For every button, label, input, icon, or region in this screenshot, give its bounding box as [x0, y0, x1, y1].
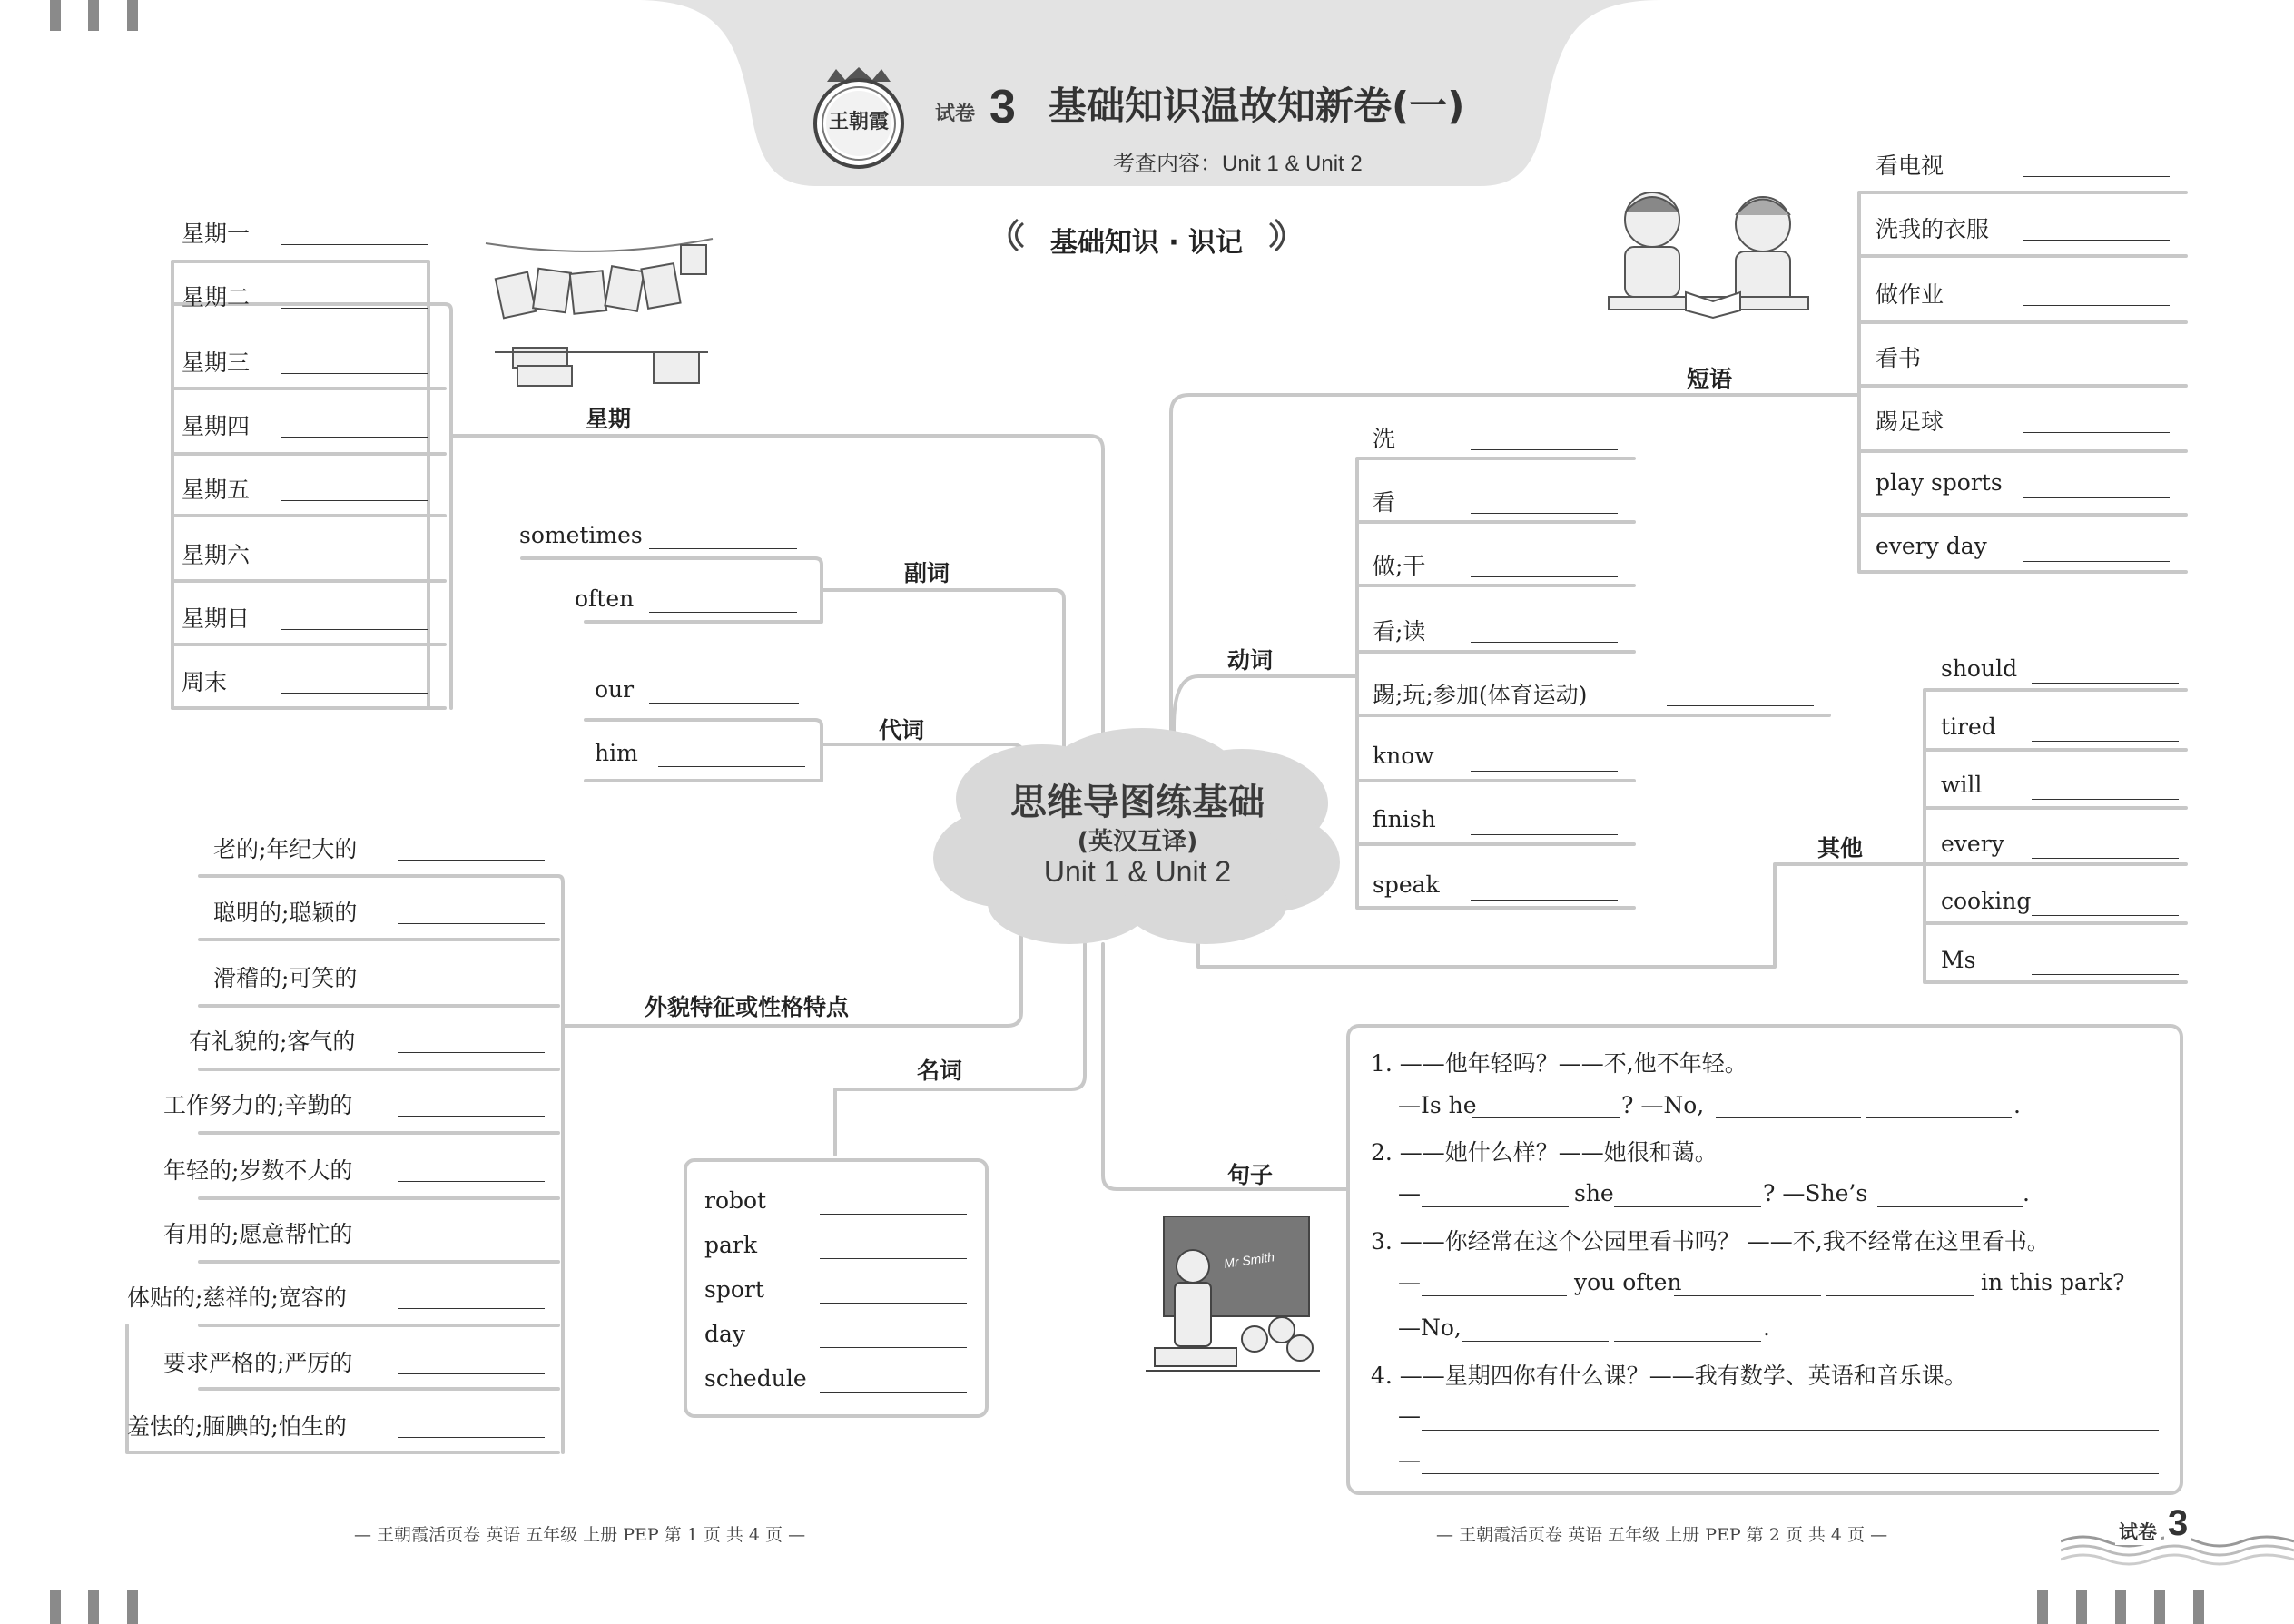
- label-adverbs: 副词: [904, 560, 950, 586]
- answer-blank[interactable]: [1422, 1294, 1567, 1296]
- answer-line[interactable]: [1422, 1429, 2159, 1431]
- adjective-item: 老的;年纪大的: [213, 836, 358, 862]
- phrase-item: play sports: [1876, 469, 2003, 496]
- answer-blank[interactable]: [281, 436, 428, 438]
- answer-blank[interactable]: [281, 628, 428, 630]
- answer-blank[interactable]: [2032, 857, 2179, 859]
- answer-blank[interactable]: [820, 1346, 967, 1348]
- answer-blank[interactable]: [398, 859, 545, 861]
- answer-blank[interactable]: [1877, 1206, 2023, 1207]
- teacher-classroom-illustration: [1146, 1212, 1320, 1389]
- answer-blank[interactable]: [1471, 512, 1618, 514]
- answer-blank[interactable]: [1471, 576, 1618, 577]
- answer-blank[interactable]: [1866, 1117, 2012, 1118]
- answer-blank[interactable]: [649, 702, 799, 704]
- answer-blank[interactable]: [2023, 239, 2170, 241]
- center-units: Unit 1 & Unit 2: [1043, 855, 1232, 888]
- page-title: 基础知识温故知新卷(一): [1049, 84, 1465, 128]
- phrase-item: every day: [1876, 533, 1987, 559]
- verb-item: 踢;玩;参加(体育运动): [1373, 682, 1588, 708]
- weekday-item: 星期六: [182, 542, 251, 568]
- footer-right: — 王朝霞活页卷 英语 五年级 上册 PEP 第 2 页 共 4 页 —: [1436, 1525, 1888, 1545]
- weekday-item: 星期五: [182, 477, 251, 503]
- answer-blank[interactable]: [1422, 1206, 1569, 1207]
- answer-blank[interactable]: [1471, 641, 1618, 643]
- answer-blank[interactable]: [658, 765, 805, 767]
- paper-number: 3: [989, 81, 1016, 133]
- sentence-3-text: .: [1763, 1314, 1770, 1341]
- adjective-item: 工作努力的;辛勤的: [163, 1092, 353, 1118]
- phrase-item: 看书: [1876, 345, 1922, 371]
- verb-item: speak: [1373, 871, 1440, 898]
- other-item: Ms: [1941, 947, 1976, 973]
- sentence-1-text: .: [2013, 1092, 2021, 1118]
- adjective-item: 羞怯的;腼腆的;怕生的: [127, 1413, 347, 1440]
- board-text: Mr Smith: [1223, 1249, 1275, 1271]
- paper-label: 试卷: [935, 102, 976, 124]
- answer-blank[interactable]: [281, 692, 428, 694]
- answer-blank[interactable]: [820, 1213, 967, 1215]
- answer-blank[interactable]: [398, 1436, 545, 1438]
- answer-blank[interactable]: [2032, 973, 2179, 975]
- answer-blank[interactable]: [2023, 304, 2170, 306]
- answer-blank[interactable]: [398, 1244, 545, 1245]
- answer-blank[interactable]: [398, 1051, 545, 1053]
- adjective-item: 有礼貌的;客气的: [189, 1029, 356, 1055]
- answer-blank[interactable]: [1471, 899, 1618, 901]
- answer-blank[interactable]: [2032, 740, 2179, 742]
- answer-blank[interactable]: [820, 1302, 967, 1304]
- weekday-item: 星期一: [182, 221, 251, 247]
- answer-blank[interactable]: [281, 499, 428, 501]
- noun-item: day: [704, 1321, 746, 1347]
- exam-scope: 考查内容：Unit 1 & Unit 2: [1113, 152, 1363, 176]
- sentence-3-text: —: [1398, 1269, 1421, 1295]
- noun-item: robot: [704, 1187, 767, 1214]
- answer-blank[interactable]: [2032, 798, 2179, 800]
- sentence-3-text: in this park?: [1981, 1269, 2125, 1295]
- label-nouns: 名词: [917, 1058, 963, 1084]
- answer-blank[interactable]: [2023, 431, 2170, 433]
- weekday-item: 星期四: [182, 413, 251, 439]
- answer-blank[interactable]: [2023, 560, 2170, 562]
- sentence-4-text: —: [1398, 1447, 1421, 1473]
- other-item: should: [1941, 655, 2018, 682]
- answer-blank[interactable]: [649, 547, 797, 549]
- verb-item: know: [1373, 743, 1434, 769]
- adjective-item: 体贴的;慈祥的;宽容的: [127, 1284, 347, 1311]
- answer-blank[interactable]: [1826, 1294, 1974, 1296]
- sentence-2-prompt: 2. ——她什么样？——她很和蔼。: [1371, 1139, 1718, 1166]
- sentence-4-text: —: [1398, 1403, 1421, 1429]
- verb-item: 做;干: [1373, 553, 1426, 579]
- answer-blank[interactable]: [281, 307, 428, 309]
- weekday-cards-illustration: [481, 225, 722, 394]
- answer-blank[interactable]: [2023, 368, 2170, 369]
- answer-blank[interactable]: [1674, 1294, 1821, 1296]
- noun-item: park: [704, 1232, 758, 1258]
- answer-blank[interactable]: [2023, 175, 2170, 177]
- label-pronouns: 代词: [879, 717, 925, 743]
- label-sentences: 句子: [1227, 1162, 1274, 1188]
- label-phrases: 短语: [1687, 366, 1733, 392]
- pronoun-item: him: [595, 740, 638, 766]
- answer-blank[interactable]: [1471, 770, 1618, 772]
- answer-blank[interactable]: [1471, 833, 1618, 835]
- logo-text: 王朝霞: [828, 110, 889, 133]
- pronoun-item: our: [595, 676, 635, 703]
- verb-item: 洗: [1373, 426, 1396, 452]
- other-item: will: [1941, 772, 1983, 798]
- adverb-item: sometimes: [519, 522, 643, 548]
- center-title: 思维导图练基础: [1010, 782, 1265, 823]
- other-item: every: [1941, 831, 2004, 857]
- answer-blank[interactable]: [1614, 1340, 1761, 1342]
- answer-blank[interactable]: [398, 922, 545, 924]
- verb-item: 看: [1373, 489, 1396, 516]
- label-weekdays: 星期: [586, 406, 632, 432]
- sentence-3-text: you often: [1574, 1269, 1682, 1295]
- answer-blank[interactable]: [2032, 682, 2179, 684]
- adverb-item: often: [575, 586, 635, 612]
- section-title-text: 基础知识 · 识记: [1049, 227, 1244, 259]
- verb-item: 看;读: [1373, 618, 1426, 645]
- sentence-2-text: —: [1398, 1180, 1421, 1206]
- phrase-item: 踢足球: [1876, 408, 1944, 435]
- sentence-2-text: ? —She’s: [1763, 1180, 1868, 1206]
- footer-left: — 王朝霞活页卷 英语 五年级 上册 PEP 第 1 页 共 4 页 —: [354, 1525, 806, 1545]
- weekday-item: 星期二: [182, 284, 251, 310]
- center-subtitle: (英汉互译): [1077, 828, 1198, 856]
- answer-blank[interactable]: [2023, 497, 2170, 498]
- answer-blank[interactable]: [1667, 704, 1814, 706]
- answer-blank[interactable]: [1614, 1206, 1761, 1207]
- answer-blank[interactable]: [2032, 914, 2179, 916]
- answer-blank[interactable]: [1471, 448, 1618, 450]
- answer-blank[interactable]: [820, 1391, 967, 1393]
- answer-blank[interactable]: [281, 243, 428, 245]
- sentence-3-prompt: 3. ——你经常在这个公园里看书吗？ ——不,我不经常在这里看书。: [1371, 1228, 2050, 1255]
- other-item: cooking: [1941, 888, 2032, 914]
- answer-blank[interactable]: [281, 565, 428, 566]
- weekday-item: 周末: [182, 669, 228, 695]
- answer-blank[interactable]: [398, 1180, 545, 1182]
- sentence-2-text: she: [1574, 1180, 1614, 1206]
- label-others: 其他: [1817, 835, 1864, 861]
- phrase-item: 看电视: [1876, 153, 1944, 179]
- kids-reading-illustration: [1600, 174, 1817, 345]
- phrase-item: 洗我的衣服: [1876, 216, 1990, 242]
- answer-line[interactable]: [1422, 1472, 2159, 1474]
- footer-paper-number: 3: [2164, 1503, 2191, 1543]
- other-item: tired: [1941, 714, 1996, 740]
- answer-blank[interactable]: [398, 1115, 545, 1117]
- phrase-item: 做作业: [1876, 281, 1944, 308]
- adjective-item: 滑稽的;可笑的: [213, 965, 358, 991]
- sentence-2-text: .: [2023, 1180, 2030, 1206]
- answer-blank[interactable]: [820, 1257, 967, 1259]
- verb-item: finish: [1373, 806, 1436, 832]
- adjective-item: 年轻的;岁数不大的: [163, 1157, 353, 1184]
- answer-blank[interactable]: [1472, 1117, 1620, 1118]
- noun-item: schedule: [704, 1365, 807, 1392]
- label-adjectives: 外貌特征或性格特点: [645, 994, 850, 1020]
- label-verbs: 动词: [1227, 647, 1274, 674]
- adjective-item: 要求严格的;严厉的: [163, 1350, 353, 1376]
- answer-blank[interactable]: [398, 1307, 545, 1309]
- sentence-4-prompt: 4. ——星期四你有什么课？——我有数学、英语和音乐课。: [1371, 1363, 1967, 1389]
- answer-blank[interactable]: [1716, 1117, 1861, 1118]
- sentence-1-prompt: 1. ——他年轻吗？——不,他不年轻。: [1371, 1050, 1748, 1077]
- sentence-1-text: —Is he: [1398, 1092, 1477, 1118]
- adjective-item: 有用的;愿意帮忙的: [163, 1221, 353, 1247]
- adjective-item: 聪明的;聪颖的: [213, 900, 358, 926]
- answer-blank[interactable]: [398, 988, 545, 989]
- weekday-item: 星期日: [182, 605, 251, 632]
- weekday-item: 星期三: [182, 349, 251, 376]
- sentence-3-text: —No,: [1398, 1314, 1462, 1341]
- answer-blank[interactable]: [649, 611, 797, 613]
- noun-item: sport: [704, 1276, 764, 1303]
- answer-blank[interactable]: [1462, 1340, 1609, 1342]
- sentence-1-text: ? —No,: [1621, 1092, 1705, 1118]
- footer-paper-label: 试卷: [2115, 1518, 2161, 1545]
- answer-blank[interactable]: [281, 372, 428, 374]
- answer-blank[interactable]: [398, 1373, 545, 1374]
